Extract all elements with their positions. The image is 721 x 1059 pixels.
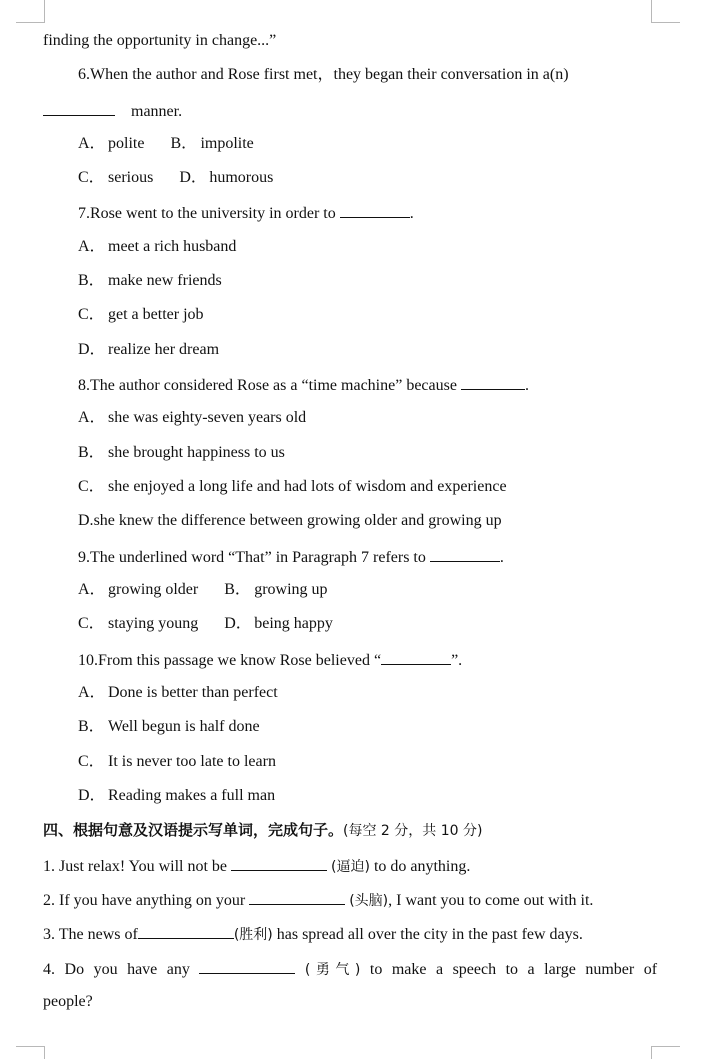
question-7-option-b[interactable]: B． make new friends <box>78 272 222 289</box>
answer-blank[interactable] <box>340 200 410 218</box>
question-number: 9. <box>78 549 90 566</box>
question-7-option-c[interactable]: C． get a better job <box>78 306 204 323</box>
section-score-note: (每空 2 分，共 10 分) <box>343 823 483 839</box>
question-10-option-c[interactable]: C． It is never too late to learn <box>78 753 276 770</box>
question-number: 10. <box>78 652 98 669</box>
corner-mark-bottom-right <box>651 1046 680 1059</box>
section-4-heading <box>43 818 657 842</box>
question-number: 6. <box>78 66 90 83</box>
question-7-option-d[interactable]: D． realize her dream <box>78 341 220 358</box>
question-8-option-c[interactable]: C． she enjoyed a long life and had lots of wisdom and experience <box>78 478 507 495</box>
question-10-stem: 10.From this passage we know Rose believed “ ”. <box>78 647 657 671</box>
question-text: From this passage we know Rose believed “ <box>98 652 382 669</box>
question-10-option-d[interactable]: D． Reading makes a full man <box>78 787 276 804</box>
answer-blank[interactable] <box>461 372 525 390</box>
answer-blank[interactable] <box>43 98 115 116</box>
question-7-stem: 7.Rose went to the university in order to . <box>78 200 657 224</box>
question-text: Rose went to the university in order to <box>90 205 336 222</box>
question-8-stem: 8.The author considered Rose as a “time machine” because . <box>78 372 657 396</box>
chinese-hint: (头脑) <box>349 893 389 909</box>
chinese-hint: (勇气) <box>304 962 361 978</box>
corner-mark-top-left <box>16 0 45 23</box>
chinese-hint: (逼迫) <box>331 859 370 875</box>
option-d[interactable]: D． humorous <box>179 169 274 186</box>
section-4-item-2: 2. If you have anything on your (头脑), I want you to come out with it. <box>43 887 657 911</box>
question-10-option-a[interactable]: A． Done is better than perfect <box>78 684 278 701</box>
option-c[interactable]: C． serious <box>78 169 154 186</box>
answer-blank[interactable] <box>430 544 500 562</box>
section-4-item-4: 4. Do you have any (勇气) to make a speech to a large number of <box>43 956 657 980</box>
option-c[interactable]: C． staying young <box>78 615 199 632</box>
question-6-options-cd <box>78 166 657 190</box>
corner-mark-top-right <box>651 0 680 23</box>
passage-fragment: finding the opportunity in change...” <box>43 32 277 49</box>
option-a[interactable]: A． growing older <box>78 581 199 598</box>
question-8-option-d[interactable]: D.she knew the difference between growing older and growing up <box>78 512 502 529</box>
chinese-hint: (胜利) <box>233 927 273 943</box>
question-9-stem: 9.The underlined word “That” in Paragraph 7 refers to . <box>78 544 657 568</box>
question-6-options-ab <box>78 132 657 156</box>
question-9-options-cd <box>78 612 657 636</box>
answer-blank[interactable] <box>231 853 327 871</box>
answer-blank[interactable] <box>249 887 345 905</box>
question-number: 8. <box>78 377 90 394</box>
question-8-option-a[interactable]: A． she was eighty-seven years old <box>78 409 307 426</box>
corner-mark-bottom-left <box>16 1046 45 1059</box>
section-4-item-1: 1. Just relax! You will not be (逼迫) to do anything. <box>43 853 657 877</box>
option-b[interactable]: B． impolite <box>170 135 254 152</box>
question-10-option-b[interactable]: B． Well begun is half done <box>78 718 260 735</box>
section-title: 四、根据句意及汉语提示写单词，完成句子。 <box>43 821 344 839</box>
question-text: The author considered Rose as a “time machine” because <box>90 377 457 394</box>
answer-blank[interactable] <box>138 921 234 939</box>
option-a[interactable]: A． polite <box>78 135 145 152</box>
answer-blank[interactable] <box>381 647 451 665</box>
section-4-item-4-continued: people? <box>43 993 93 1010</box>
option-d[interactable]: D． being happy <box>224 615 333 632</box>
question-9-options-ab <box>78 578 657 602</box>
option-b[interactable]: B． growing up <box>224 581 328 598</box>
question-text: When the author and Rose first met，they began their conversation in a(n) <box>90 66 569 83</box>
question-6-stem-continued <box>43 98 657 122</box>
question-6-stem <box>78 63 657 87</box>
question-number: 7. <box>78 205 90 222</box>
question-8-option-b[interactable]: B． she brought happiness to us <box>78 444 285 461</box>
question-text: The underlined word “That” in Paragraph 7 refers to <box>90 549 426 566</box>
question-7-option-a[interactable]: A． meet a rich husband <box>78 238 237 255</box>
question-text: manner. <box>131 103 183 120</box>
section-4-item-3: 3. The news of (胜利) has spread all over the city in the past few days. <box>43 921 657 945</box>
answer-blank[interactable] <box>199 956 295 974</box>
